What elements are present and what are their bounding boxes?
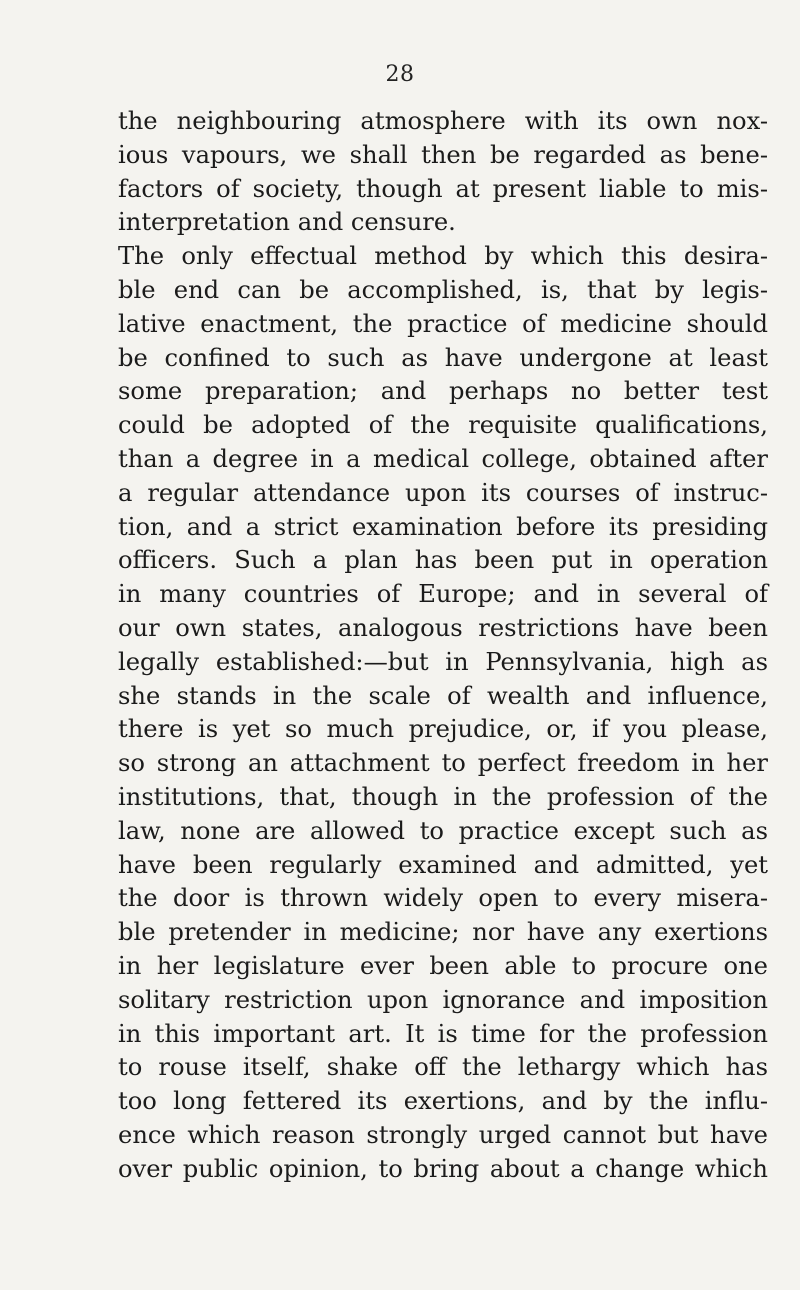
text-line: ble end can be accomplished, is, that by legis- (118, 275, 768, 304)
text-line: the neighbouring atmosphere with its own nox- (118, 107, 768, 135)
text-line: institutions, that, though in the profession of the (118, 782, 768, 811)
text-line: ious vapours, we shall then be regarded as bene- (118, 140, 768, 169)
text-line: be confined to such as have undergone at least (118, 343, 768, 372)
text-line: to rouse itself, shake off the lethargy which has (118, 1053, 768, 1082)
text-line: some preparation; and perhaps no better test (118, 377, 768, 406)
text-line: factors of society, though at present liable to mis- (118, 174, 768, 203)
text-line: The only effectual method by which this desira- (118, 242, 768, 271)
text-line: lative enactment, the practice of medicine should (118, 309, 768, 338)
text-line: in many countries of Europe; and in several of (118, 580, 768, 609)
text-line: officers. Such a plan has been put in operation (118, 546, 768, 575)
text-line: a regular attendance upon its courses of instruc- (118, 478, 768, 507)
text-line: ence which reason strongly urged cannot but have (118, 1120, 768, 1149)
text-line: in this important art. It is time for the profession (118, 1019, 768, 1048)
body-text (118, 105, 768, 1187)
text-line: there is yet so much prejudice, or, if you please, (118, 715, 768, 744)
page-number: 28 (385, 62, 415, 87)
text-line: legally established:—but in Pennsylvania, high as (118, 647, 768, 676)
text-line: so strong an attachment to perfect freedom in her (118, 749, 768, 778)
text-line: solitary restriction upon ignorance and imposition (118, 985, 768, 1014)
text-line: she stands in the scale of wealth and influence, (118, 681, 768, 710)
text-line: interpretation and censure. (118, 208, 456, 237)
text-line: law, none are allowed to practice except such as (118, 816, 768, 845)
text-line: over public opinion, to bring about a change which (118, 1154, 768, 1183)
text-line: the door is thrown widely open to every misera- (118, 884, 768, 913)
text-line: have been regularly examined and admitted, yet (118, 850, 768, 879)
text-line: could be adopted of the requisite qualifications, (118, 411, 768, 440)
text-line: too long fettered its exertions, and by the influ- (118, 1087, 768, 1116)
text-line: than a degree in a medical college, obtained after (118, 444, 768, 473)
text-line: in her legislature ever been able to procure one (118, 951, 768, 980)
text-line: ble pretender in medicine; nor have any exertions (118, 918, 768, 947)
text-line: our own states, analogous restrictions have been (118, 613, 768, 642)
text-line: tion, and a strict examination before its presiding (118, 512, 768, 541)
